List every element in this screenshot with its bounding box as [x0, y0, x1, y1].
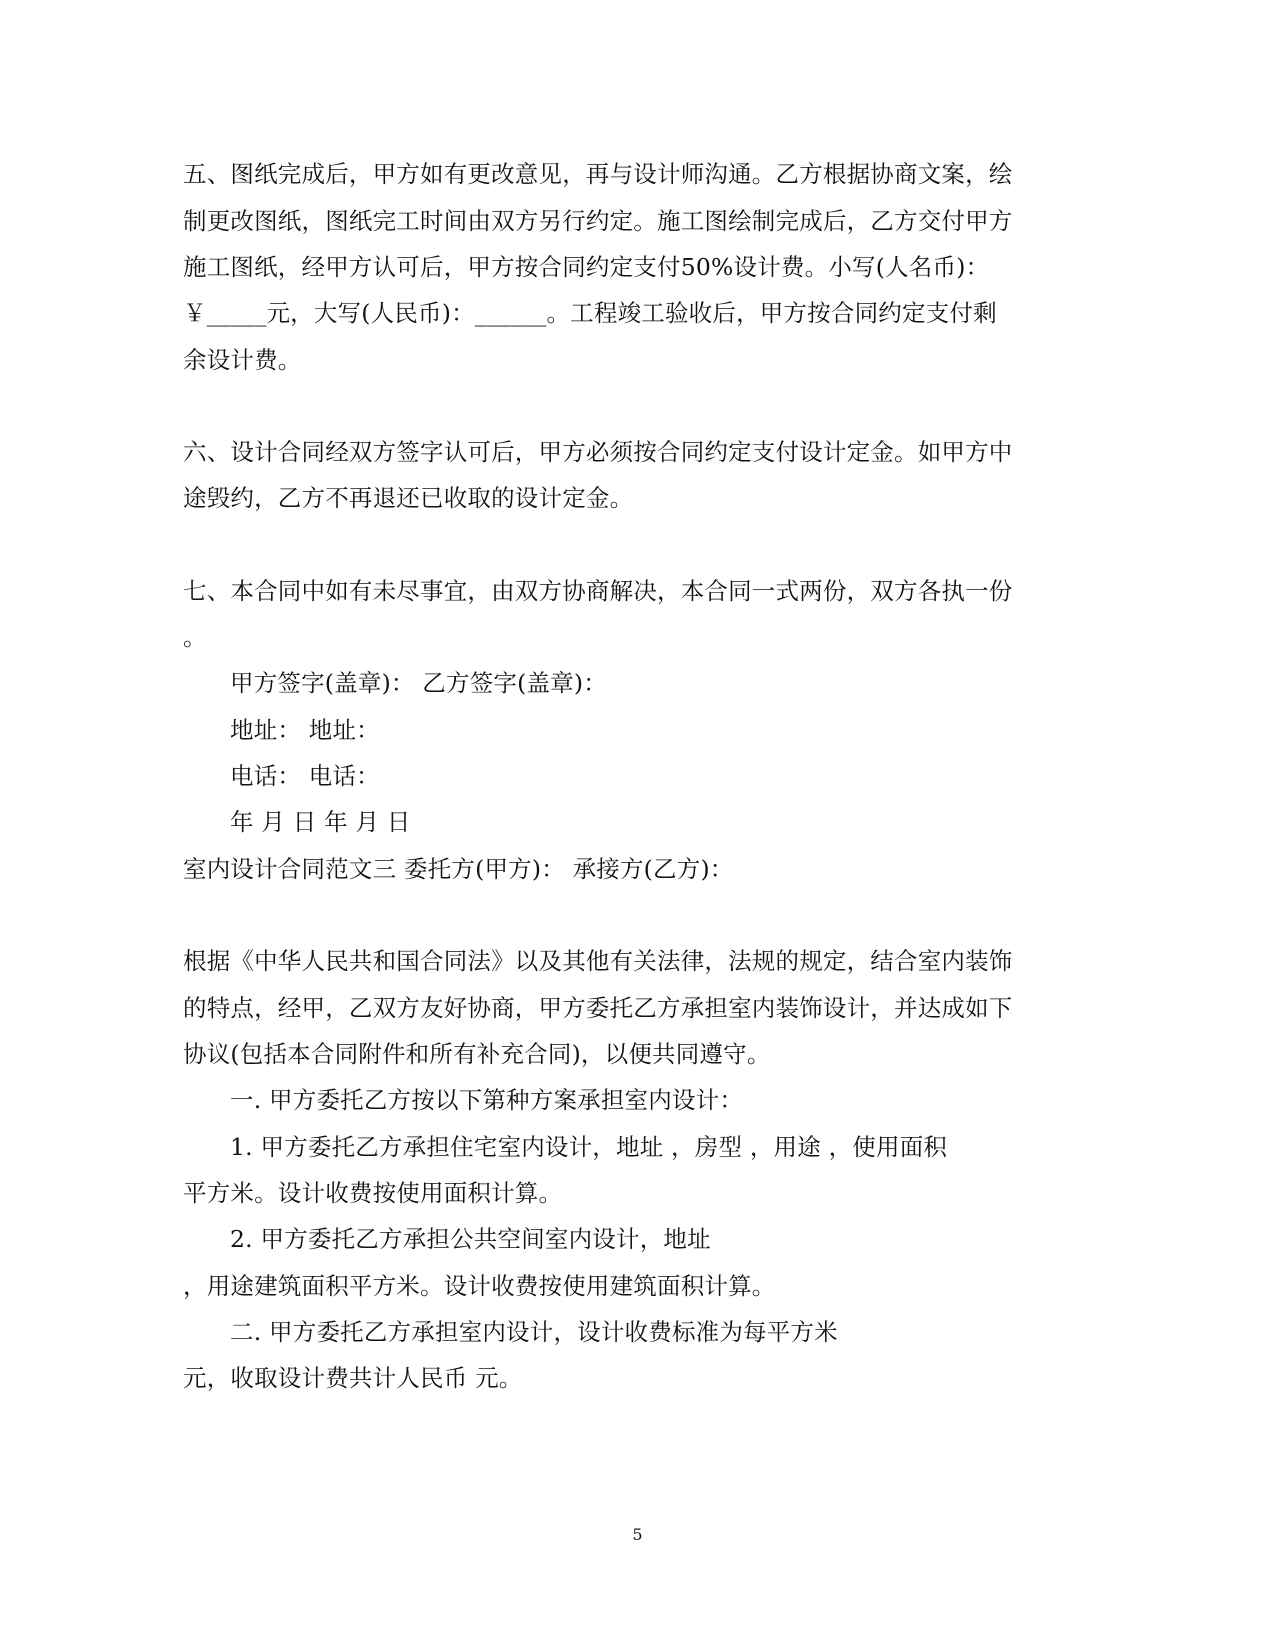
article1-item1-line-1: 1. 甲方委托乙方承担住宅室内设计，地址 ，房型 ，用途 ，使用面积	[230, 1133, 948, 1161]
section6-line-2: 途毁约，乙方不再退还已收取的设计定金。	[183, 484, 634, 512]
article2-line-1: 二. 甲方委托乙方承担室内设计，设计收费标准为每平方米	[230, 1318, 838, 1346]
contract3-heading: 室内设计合同范文三 委托方(甲方)： 承接方(乙方)：	[183, 855, 734, 883]
article1-title: 一. 甲方委托乙方按以下第种方案承担室内设计：	[230, 1086, 744, 1114]
article1-item2-line-2: ，用途建筑面积平方米。设计收费按使用建筑面积计算。	[183, 1272, 776, 1300]
section5-line-3: 施工图纸，经甲方认可后，甲方按合同约定支付50%设计费。小写(人名币)：	[183, 253, 990, 281]
article2-line-2: 元，收取设计费共计人民币 元。	[183, 1364, 523, 1392]
section6-line-1: 六、设计合同经双方签字认可后，甲方必须按合同约定支付设计定金。如甲方中	[183, 438, 1013, 466]
section7-line-2: 。	[183, 623, 207, 651]
section5-line-4: ￥_____元，大写(人民币)：______。工程竣工验收后，甲方按合同约定支付剩	[183, 299, 997, 327]
preamble-line-1: 根据《中华人民共和国合同法》以及其他有关法律，法规的规定，结合室内装饰	[183, 947, 1013, 975]
article1-item2-line-1: 2. 甲方委托乙方承担公共空间室内设计，地址	[230, 1225, 711, 1253]
section7-line-1: 七、本合同中如有未尽事宜，由双方协商解决，本合同一式两份，双方各执一份	[183, 577, 1013, 605]
page-number: 5	[632, 1525, 643, 1544]
signature-date: 年 月 日 年 月 日	[230, 808, 411, 836]
signature-signers: 甲方签字(盖章)： 乙方签字(盖章)：	[230, 669, 607, 697]
section5-line-5: 余设计费。	[183, 346, 302, 374]
signature-address: 地址： 地址：	[230, 716, 380, 744]
preamble-line-3: 协议(包括本合同附件和所有补充合同)，以便共同遵守。	[183, 1040, 771, 1068]
section5-line-2: 制更改图纸，图纸完工时间由双方另行约定。施工图绘制完成后，乙方交付甲方	[183, 207, 1013, 235]
signature-phone: 电话： 电话：	[230, 762, 380, 790]
preamble-line-2: 的特点，经甲，乙双方友好协商，甲方委托乙方承担室内装饰设计，并达成如下	[183, 994, 1013, 1022]
section5-line-1: 五、图纸完成后，甲方如有更改意见，再与设计师沟通。乙方根据协商文案，绘	[183, 160, 1013, 188]
article1-item1-line-2: 平方米。设计收费按使用面积计算。	[183, 1179, 563, 1207]
